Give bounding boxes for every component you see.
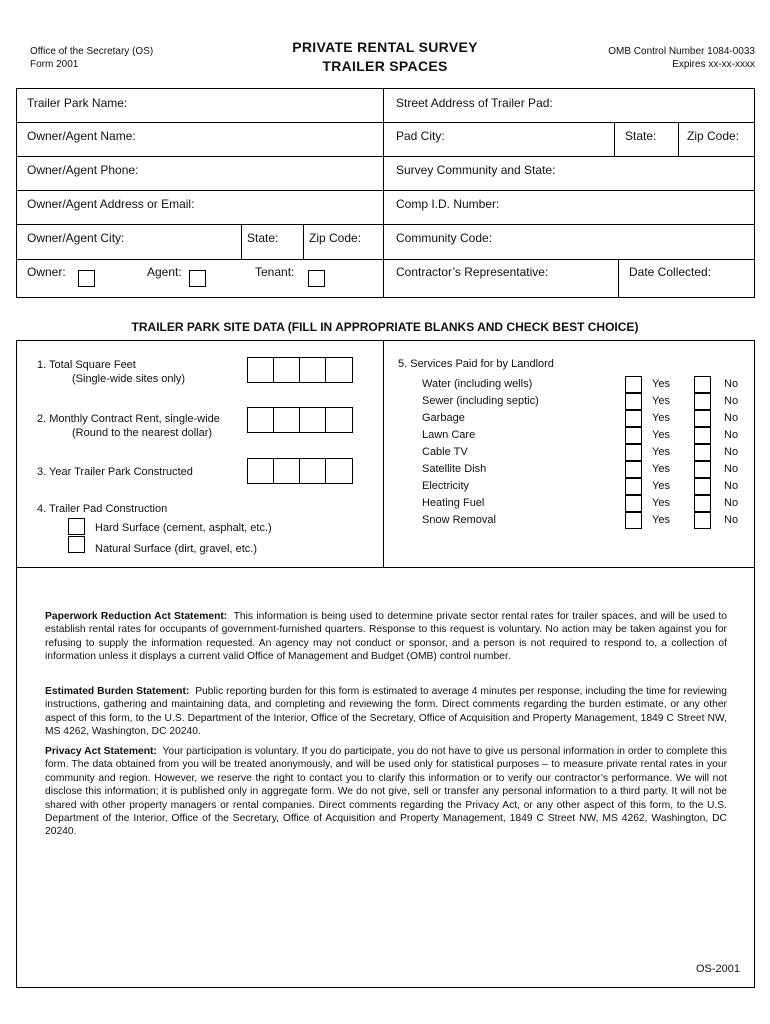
service-no-checkbox[interactable]	[694, 393, 711, 410]
digit-box[interactable]	[274, 408, 300, 432]
yes-label: Yes	[652, 514, 670, 526]
service-name: Cable TV	[422, 446, 468, 458]
digit-box[interactable]	[326, 408, 352, 432]
pad-city-field[interactable]: Pad City:	[396, 129, 445, 143]
service-row	[422, 512, 752, 529]
service-yes-checkbox[interactable]	[625, 512, 642, 529]
service-no-checkbox[interactable]	[694, 427, 711, 444]
column-divider	[383, 89, 384, 297]
service-row	[422, 410, 752, 427]
yes-label: Yes	[652, 412, 670, 424]
no-label: No	[724, 446, 739, 458]
community-code-field[interactable]: Community Code:	[396, 231, 493, 245]
paperwork-body: This information is being used to determine private sector rental rates for trailer spaces, and will be used to establish rental rates for occupants of government-furnished quarters. Response to this request is voluntary. No action may be taken against you for refusing to supply the information requested. An agency may not conduct or sponsor, and a person is not required to respond to, a collection of information unless it displays a current valid Office of Management and Budget (OMB) control number.	[45, 611, 727, 663]
owner-checkbox[interactable]	[78, 270, 95, 287]
yes-label: Yes	[652, 429, 670, 441]
monthly-rent-input[interactable]	[247, 407, 353, 433]
service-name: Heating Fuel	[422, 497, 485, 509]
service-name: Water (including wells)	[422, 378, 533, 390]
digit-box[interactable]	[326, 459, 352, 483]
form-number: Form 2001	[30, 59, 79, 70]
omb-control-number: OMB Control Number 1084-0033	[608, 46, 755, 57]
contractor-rep-field[interactable]: Contractor’s Representative:	[396, 265, 549, 279]
no-label: No	[724, 395, 739, 407]
no-label: No	[724, 514, 739, 526]
service-no-checkbox[interactable]	[694, 478, 711, 495]
agent-label: Agent:	[147, 265, 182, 279]
hard-surface-label: Hard Surface (cement, asphalt, etc.)	[95, 522, 272, 534]
no-label: No	[724, 480, 739, 492]
natural-surface-checkbox[interactable]	[68, 536, 85, 553]
no-label: No	[724, 497, 739, 509]
paperwork-title: Paperwork Reduction Act Statement:	[45, 611, 228, 622]
column-divider	[678, 122, 679, 156]
service-no-checkbox[interactable]	[694, 512, 711, 529]
date-collected-field[interactable]: Date Collected:	[629, 265, 712, 279]
service-row	[422, 427, 752, 444]
tenant-checkbox[interactable]	[308, 270, 325, 287]
no-label: No	[724, 412, 739, 424]
yes-label: Yes	[652, 446, 670, 458]
natural-surface-label: Natural Surface (dirt, gravel, etc.)	[95, 543, 258, 555]
tenant-label: Tenant:	[255, 265, 295, 279]
service-name: Satellite Dish	[422, 463, 487, 475]
service-yes-checkbox[interactable]	[625, 376, 642, 393]
privacy-act-statement	[45, 745, 727, 839]
owner-agent-city-field[interactable]: Owner/Agent City:	[27, 231, 125, 245]
street-address-field[interactable]: Street Address of Trailer Pad:	[396, 96, 553, 110]
owner-agent-address-field[interactable]: Owner/Agent Address or Email:	[27, 197, 195, 211]
form-code: OS-2001	[695, 963, 740, 975]
service-yes-checkbox[interactable]	[625, 393, 642, 410]
row-divider	[17, 190, 754, 191]
q2-sublabel: (Round to the nearest dollar)	[72, 427, 213, 439]
service-name: Sewer (including septic)	[422, 395, 539, 407]
yes-label: Yes	[652, 395, 670, 407]
agent-checkbox[interactable]	[189, 270, 206, 287]
service-row	[422, 376, 752, 393]
expiration-date: Expires xx-xx-xxxx	[672, 59, 755, 70]
service-yes-checkbox[interactable]	[625, 427, 642, 444]
column-divider	[383, 341, 384, 567]
service-name: Lawn Care	[422, 429, 476, 441]
q1-label: 1. Total Square Feet	[37, 359, 136, 371]
pad-state-field[interactable]: State:	[625, 129, 657, 143]
service-yes-checkbox[interactable]	[625, 478, 642, 495]
row-divider	[17, 122, 754, 123]
service-no-checkbox[interactable]	[694, 410, 711, 427]
digit-box[interactable]	[300, 459, 326, 483]
owner-agent-phone-field[interactable]: Owner/Agent Phone:	[27, 163, 139, 177]
owner-agent-name-field[interactable]: Owner/Agent Name:	[27, 129, 136, 143]
office-name: Office of the Secretary (OS)	[30, 46, 154, 57]
no-label: No	[724, 463, 739, 475]
services-list	[422, 376, 752, 529]
service-no-checkbox[interactable]	[694, 444, 711, 461]
column-divider	[618, 259, 619, 297]
yes-label: Yes	[652, 497, 670, 509]
service-name: Electricity	[422, 480, 470, 492]
pad-zip-field[interactable]: Zip Code:	[687, 129, 740, 143]
service-no-checkbox[interactable]	[694, 461, 711, 478]
service-row	[422, 393, 752, 410]
omb-header	[608, 45, 755, 71]
column-divider	[614, 122, 615, 156]
hard-surface-checkbox[interactable]	[68, 518, 85, 535]
service-yes-checkbox[interactable]	[625, 461, 642, 478]
no-label: No	[724, 378, 739, 390]
digit-box[interactable]	[326, 358, 352, 382]
q2-label: 2. Monthly Contract Rent, single-wide	[37, 413, 220, 425]
service-yes-checkbox[interactable]	[625, 444, 642, 461]
trailer-park-name-field[interactable]: Trailer Park Name:	[27, 96, 128, 110]
digit-box[interactable]	[274, 358, 300, 382]
q4-label: 4. Trailer Pad Construction	[37, 503, 168, 515]
row-divider	[17, 224, 754, 225]
owner-label: Owner:	[27, 265, 66, 279]
burden-title: Estimated Burden Statement:	[45, 686, 190, 697]
owner-info-grid	[16, 88, 755, 298]
service-no-checkbox[interactable]	[694, 376, 711, 393]
service-yes-checkbox[interactable]	[625, 495, 642, 512]
form-title-line2: TRAILER SPACES	[322, 58, 448, 74]
digit-box[interactable]	[300, 408, 326, 432]
service-name: Snow Removal	[422, 514, 496, 526]
digit-box[interactable]	[274, 459, 300, 483]
yes-label: Yes	[652, 378, 670, 390]
service-row	[422, 444, 752, 461]
service-row	[422, 461, 752, 478]
burden-body: Public reporting burden for this form is estimated to average 4 minutes per response, including the time for reviewing instructions, gathering and maintaining data, and completing and reviewing the form. Direct comments regarding the burden estimate, or any other aspect of this form, to the U.S. Department of the Interior, Office of the Secretary, Office of Acquisition and Property Management, 1849 C Street NW, MS 4262, Washington, DC 20240.	[45, 686, 727, 738]
column-divider	[303, 224, 304, 259]
survey-community-field[interactable]: Survey Community and State:	[396, 163, 556, 177]
q5-label: 5. Services Paid for by Landlord	[398, 358, 554, 370]
yes-label: Yes	[652, 480, 670, 492]
row-divider	[17, 259, 754, 260]
q1-sublabel: (Single-wide sites only)	[72, 373, 186, 385]
column-divider	[241, 224, 242, 259]
digit-box[interactable]	[300, 358, 326, 382]
site-data-title: TRAILER PARK SITE DATA (FILL IN APPROPRIATE BLANKS AND CHECK BEST CHOICE)	[131, 320, 639, 334]
comp-id-field[interactable]: Comp I.D. Number:	[396, 197, 500, 211]
owner-zip-field[interactable]: Zip Code:	[309, 231, 362, 245]
service-no-checkbox[interactable]	[694, 495, 711, 512]
privacy-title: Privacy Act Statement:	[45, 746, 157, 757]
row-divider	[17, 156, 754, 157]
service-row	[422, 495, 752, 512]
burden-statement	[45, 685, 727, 739]
service-yes-checkbox[interactable]	[625, 410, 642, 427]
yes-label: Yes	[652, 463, 670, 475]
digit-box[interactable]	[248, 408, 274, 432]
privacy-body: Your participation is voluntary. If you do participate, you do not have to give us personal information in order to complete this form. The data obtained from you will be treated anonymously, and will be used only for statistical purposes – to measure private rental rates in your community and region. However, we reserve the right to contact you to clarify this information or to verify our contractor’s performance. We will not disclose this information; it is published only in aggregate form. We do not give, sell or transfer any personal information to a third party. It will not be shared with other property managers or rental companies. Direct comments regarding the Privacy Act, or any other aspect of this form, to the U.S. Department of the Interior, Office of the Secretary, Office of Acquisition and Property Management, 1849 C Street NW, MS 4262, Washington, DC 20240.	[45, 746, 727, 838]
service-row	[422, 478, 752, 495]
q3-label: 3. Year Trailer Park Constructed	[37, 466, 193, 478]
digit-box[interactable]	[248, 358, 274, 382]
year-constructed-input[interactable]	[247, 458, 353, 484]
digit-box[interactable]	[248, 459, 274, 483]
no-label: No	[724, 429, 739, 441]
total-square-feet-input[interactable]	[247, 357, 353, 383]
service-name: Garbage	[422, 412, 465, 424]
form-title-line1: PRIVATE RENTAL SURVEY	[292, 39, 478, 55]
site-data-box	[16, 340, 755, 568]
owner-state-field[interactable]: State:	[247, 231, 279, 245]
paperwork-reduction-statement	[45, 610, 727, 664]
